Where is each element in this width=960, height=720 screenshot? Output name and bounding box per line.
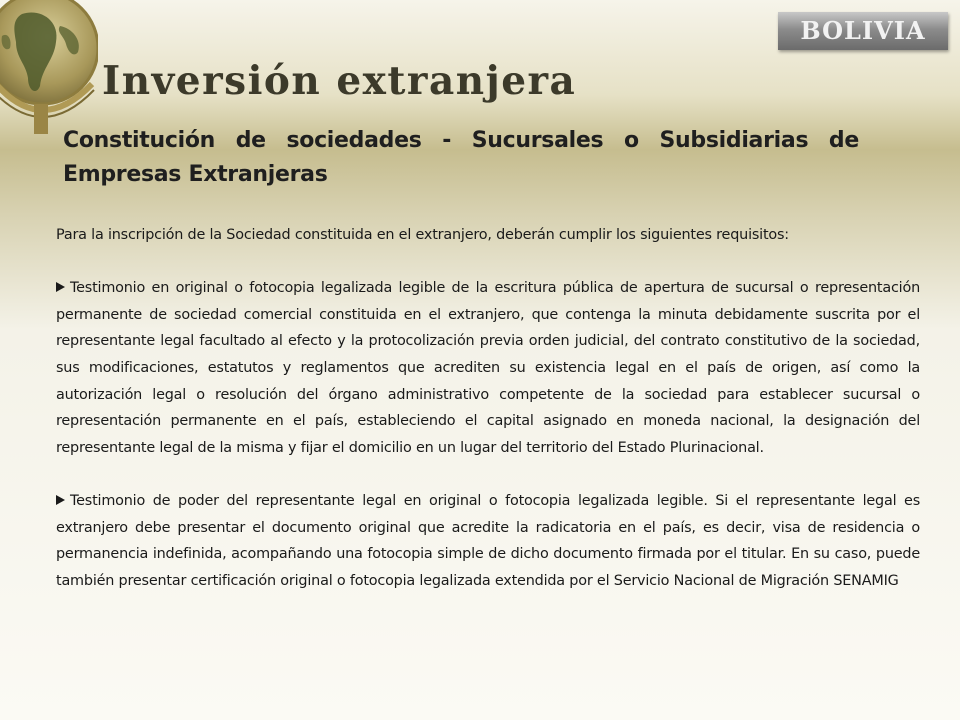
arrow-bullet-icon (56, 282, 65, 292)
list-item (56, 275, 920, 461)
section-subtitle: Constitución de sociedades - Sucursales o Subsidiarias de Empresas Extranjeras (63, 128, 859, 187)
requirements-body (56, 222, 920, 594)
list-item-text: Testimonio en original o fotocopia legalizada legible de la escritura pública de apertura de sucursal o representación permanente de sociedad comercial constituida en el extranjero, que contenga la minuta debidamente suscrita por el representante legal facultado al efecto y la protocolización previa orden judicial, del contrato constitutivo de la sociedad, sus modificaciones, estatutos y reglamentos que acrediten su existencia legal en el país de origen, así como la autorización legal o resolución del órgano administrativo competente de la sociedad para establecer sucursal o representación permanente en el país, estableciendo el capital asignado en moneda nacional, la designación del representante legal de la misma y fijar el domicilio en un lugar del territorio del Estado Plurinacional. (56, 280, 920, 456)
country-badge: BOLIVIA (778, 12, 948, 50)
arrow-bullet-icon (56, 495, 65, 505)
list-item-text: Testimonio de poder del representante legal en original o fotocopia legalizada legible. Si el representante legal es extranjero debe presentar el documento original que acredite la radicatoria en el país, es decir, visa de residencia o permanencia indefinida, acompañando una fotocopia simple de dicho documento firmada por el titular. En su caso, puede también presentar certificación original o fotocopia legalizada extendida por el Servicio Nacional de Migración SENAMIG (56, 492, 920, 589)
page-title: Inversión extranjera (102, 58, 577, 104)
list-item (56, 488, 920, 594)
intro-paragraph: Para la inscripción de la Sociedad constituida en el extranjero, deberán cumplir los siguientes requisitos: (56, 227, 789, 243)
